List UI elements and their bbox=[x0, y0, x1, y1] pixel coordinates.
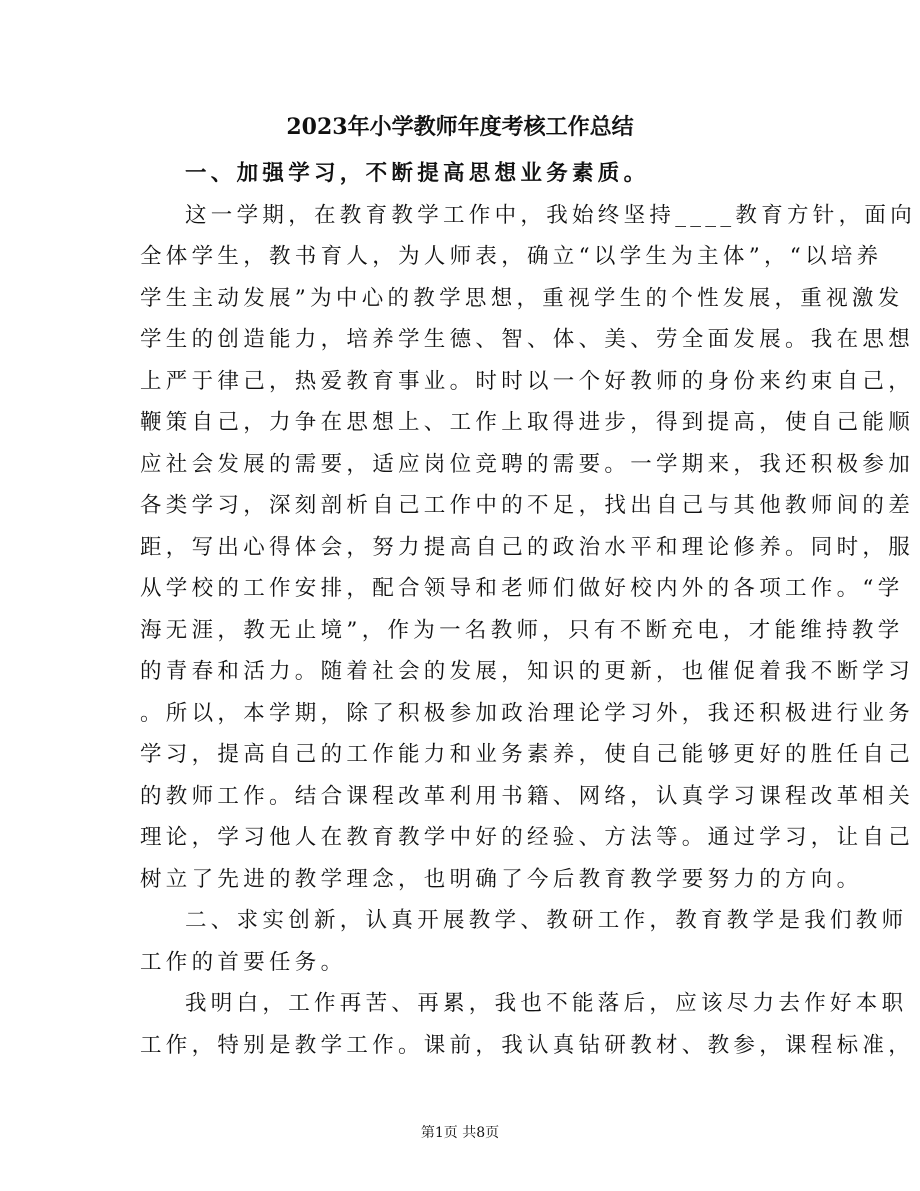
text-line: 一、加强学习，不断提高思想业务素质。 bbox=[185, 161, 650, 186]
text-line: 树立了先进的教学理念，也明确了今后教育教学要努力的方向。 bbox=[140, 866, 863, 892]
text-line: 这一学期，在教育教学工作中，我始终坚持____教育方针，面向 bbox=[185, 202, 917, 228]
text-line: 学习，提高自己的工作能力和业务素养，使自己能够更好的胜任自己 bbox=[140, 742, 915, 767]
text-line: 理论，学习他人在教育教学中好的经验、方法等。通过学习，让自己 bbox=[140, 825, 915, 850]
text-line: 工作的首要任务。 bbox=[140, 949, 347, 975]
paragraph bbox=[140, 983, 915, 1066]
text-line: 。所以，本学期，除了积极参加政治理论学习外，我还积极进行业务 bbox=[140, 700, 915, 726]
text-line: 上严于律己，热爱教育事业。时时以一个好教师的身份来约束自己， bbox=[140, 368, 915, 394]
document-title: 2023年小学教师年度考核工作总结 bbox=[286, 114, 634, 140]
paragraph bbox=[140, 195, 917, 901]
page-footer: 第1页 共8页 bbox=[420, 1125, 500, 1141]
text-line: 学生的创造能力，培养学生德、智、体、美、劳全面发展。我在思想 bbox=[140, 327, 915, 352]
section-heading bbox=[140, 153, 800, 195]
document-body bbox=[140, 153, 917, 1066]
text-line: 工作，特别是教学工作。课前，我认真钻研教材、教参，课程标准， bbox=[140, 1032, 915, 1058]
text-line: 海无涯，教无止境”，作为一名教师，只有不断充电，才能维持教学 bbox=[140, 617, 904, 643]
text-line: 从学校的工作安排，配合领导和老师们做好校内外的各项工作。“学 bbox=[140, 576, 904, 601]
text-line: 我明白，工作再苦、再累，我也不能落后，应该尽力去作好本职 bbox=[185, 991, 908, 1016]
text-line: 的青春和活力。随着社会的发展，知识的更新，也催促着我不断学习 bbox=[140, 659, 915, 684]
text-line: 鞭策自己，力争在思想上、工作上取得进步，得到提高，使自己能顺 bbox=[140, 410, 915, 435]
text-line: 应社会发展的需要，适应岗位竞聘的需要。一学期来，我还积极参加 bbox=[140, 451, 915, 477]
text-line: 距，写出心得体会，努力提高自己的政治水平和理论修养。同时，服 bbox=[140, 534, 915, 560]
text-line: 学生主动发展”为中心的教学思想，重视学生的个性发展，重视激发 bbox=[140, 285, 904, 311]
text-line: 的教师工作。结合课程改革利用书籍、网络，认真学习课程改革相关 bbox=[140, 783, 915, 809]
paragraph bbox=[140, 900, 908, 983]
text-line: 二、求实创新，认真开展教学、教研工作，教育教学是我们教师 bbox=[185, 908, 908, 933]
text-line: 各类学习，深刻剖析自己工作中的不足，找出自己与其他教师间的差 bbox=[140, 493, 915, 518]
text-line: 全体学生，教书育人，为人师表，确立“以学生为主体”，“以培养 bbox=[140, 244, 883, 269]
